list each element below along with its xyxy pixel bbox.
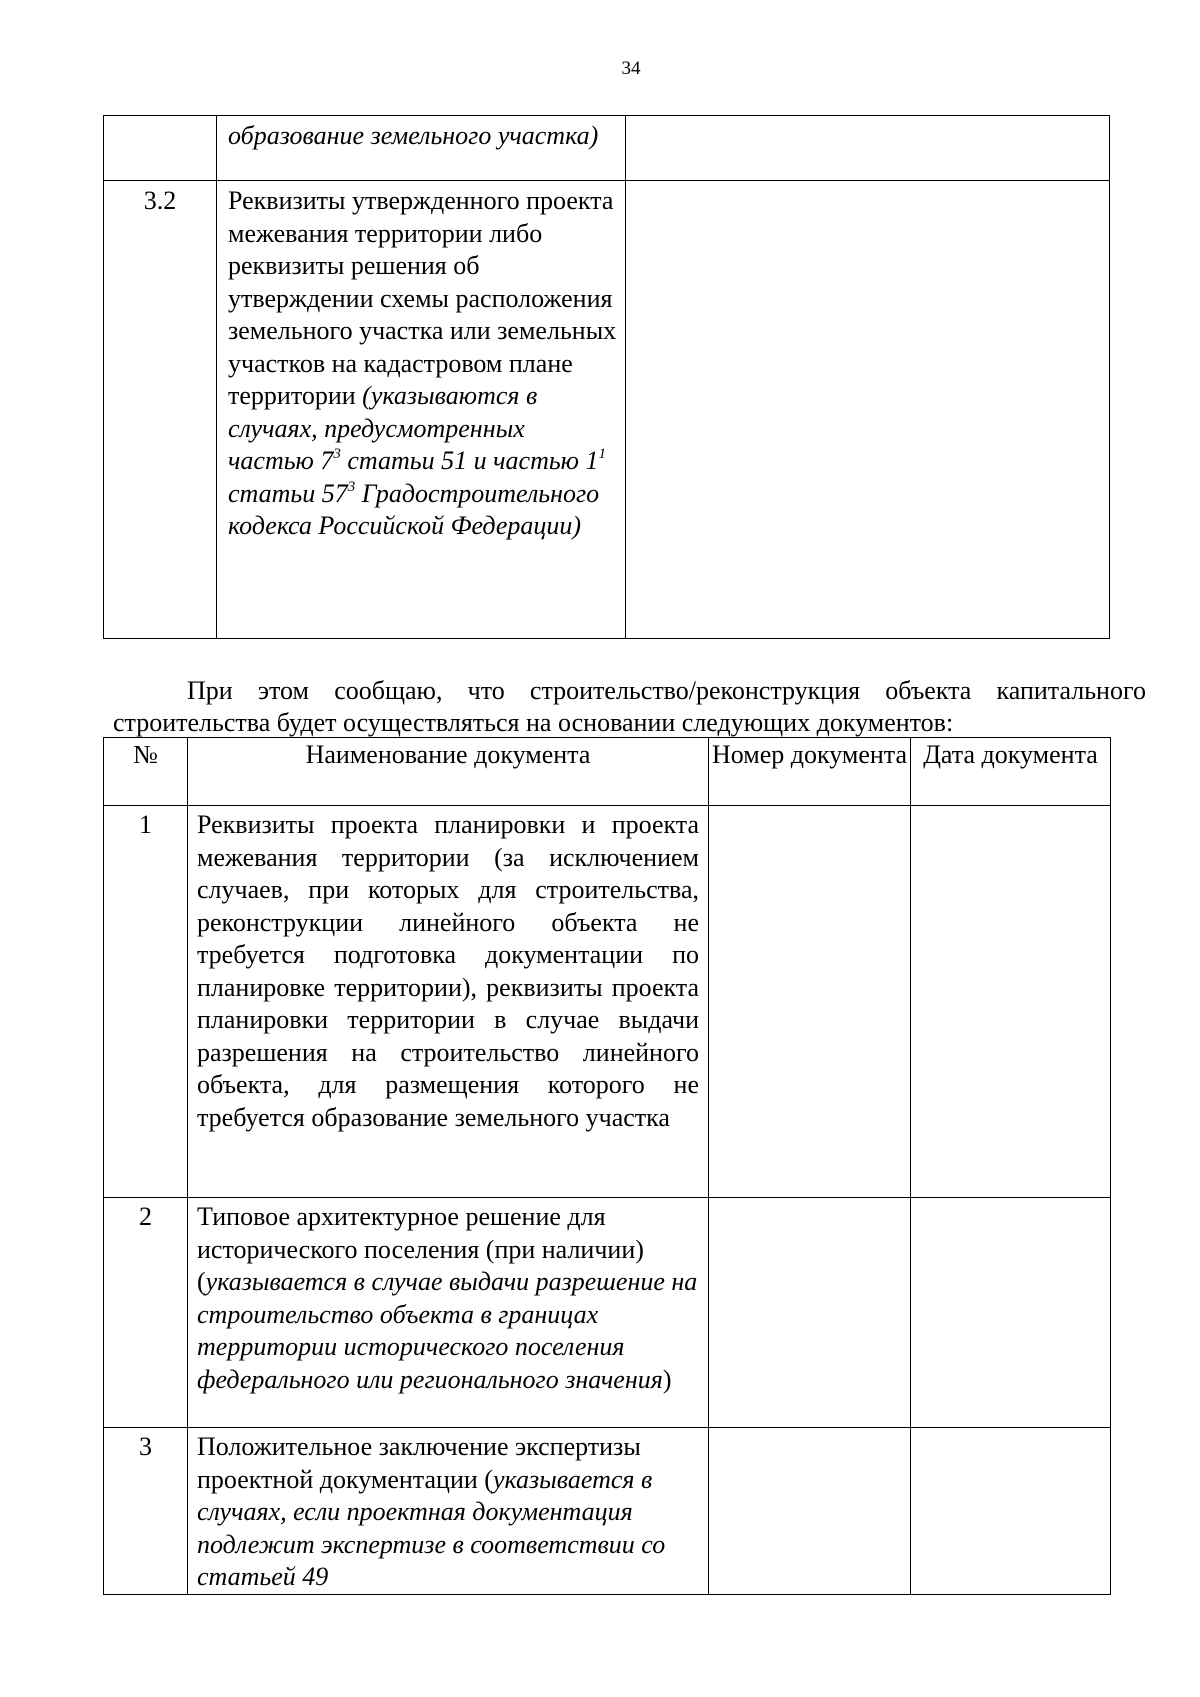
row-document-name: [188, 1428, 709, 1595]
row-number: 1: [104, 806, 188, 1198]
page-number: 34: [621, 58, 641, 79]
row-number: 2: [104, 1198, 188, 1428]
table-header-row: [104, 738, 1111, 806]
row-document-number: [709, 1198, 911, 1428]
header-document-date: Дата документа: [911, 738, 1111, 806]
row-document-number: [709, 1428, 911, 1595]
header-document-name: Наименование документа: [188, 738, 709, 806]
row-description: образование земельного участка): [217, 116, 626, 181]
row-note: (указываются в случаях, предусмотренных частью $7^3$ статьи 51 и частью $1^1$ статьи $57^3$ Градостроительного кодекса Российской Федерации): [228, 381, 607, 540]
table-row: [104, 1198, 1111, 1428]
row-document-name: [188, 1198, 709, 1428]
table-row: [104, 116, 1110, 181]
row-main-text: Положительное заключение экспертизы проектной документации: [197, 1432, 641, 1494]
intro-paragraph: [113, 675, 1146, 739]
table-row: [104, 1428, 1111, 1595]
row-note: (указывается в случае выдачи разрешение на строительство объекта в границах территории исторического поселения федерального или регионального значения): [197, 1267, 698, 1394]
row-document-date: [911, 1198, 1111, 1428]
land-plot-details-table: [103, 115, 1110, 639]
row-description: [217, 181, 626, 639]
paragraph-line: строительства будет осуществляться на основании следующих документов:: [113, 708, 954, 737]
documents-table: [103, 737, 1111, 1595]
header-number-sign: №: [104, 738, 188, 806]
row-document-number: [709, 806, 911, 1198]
row-number: [104, 116, 217, 181]
row-number: 3.2: [104, 181, 217, 639]
row-value-cell: [626, 116, 1110, 181]
row-main-text: Реквизиты утвержденного проекта межевания территории либо реквизиты решения об утверждении схемы расположения земельного участка или земельных участков на кадастровом плане территории: [228, 186, 617, 410]
row-number: 3: [104, 1428, 188, 1595]
paragraph-line: При этом сообщаю, что строительство/реконструкция объекта капитального: [187, 676, 1146, 705]
row-value-cell: [626, 181, 1110, 639]
table-row: [104, 806, 1111, 1198]
row-document-name: Реквизиты проекта планировки и проекта межевания территории (за исключением случаев, при которых для строительства, реконструкции линейного объекта не требуется подготовка документации по планировке территории), реквизиты проекта планировки территории в случае выдачи разрешения на строительство линейного объекта, для размещения которого не требуется образование земельного участка: [188, 806, 709, 1198]
row-main-text: Типовое архитектурное решение для исторического поселения (при наличии): [197, 1202, 644, 1264]
table-row: [104, 181, 1110, 639]
row-note: (указывается в случаях, если проектная документация подлежит экспертизе в соответствии со статьей 49: [197, 1464, 666, 1591]
row-document-date: [911, 1428, 1111, 1595]
header-document-number: Номер документа: [709, 738, 911, 806]
row-document-date: [911, 806, 1111, 1198]
